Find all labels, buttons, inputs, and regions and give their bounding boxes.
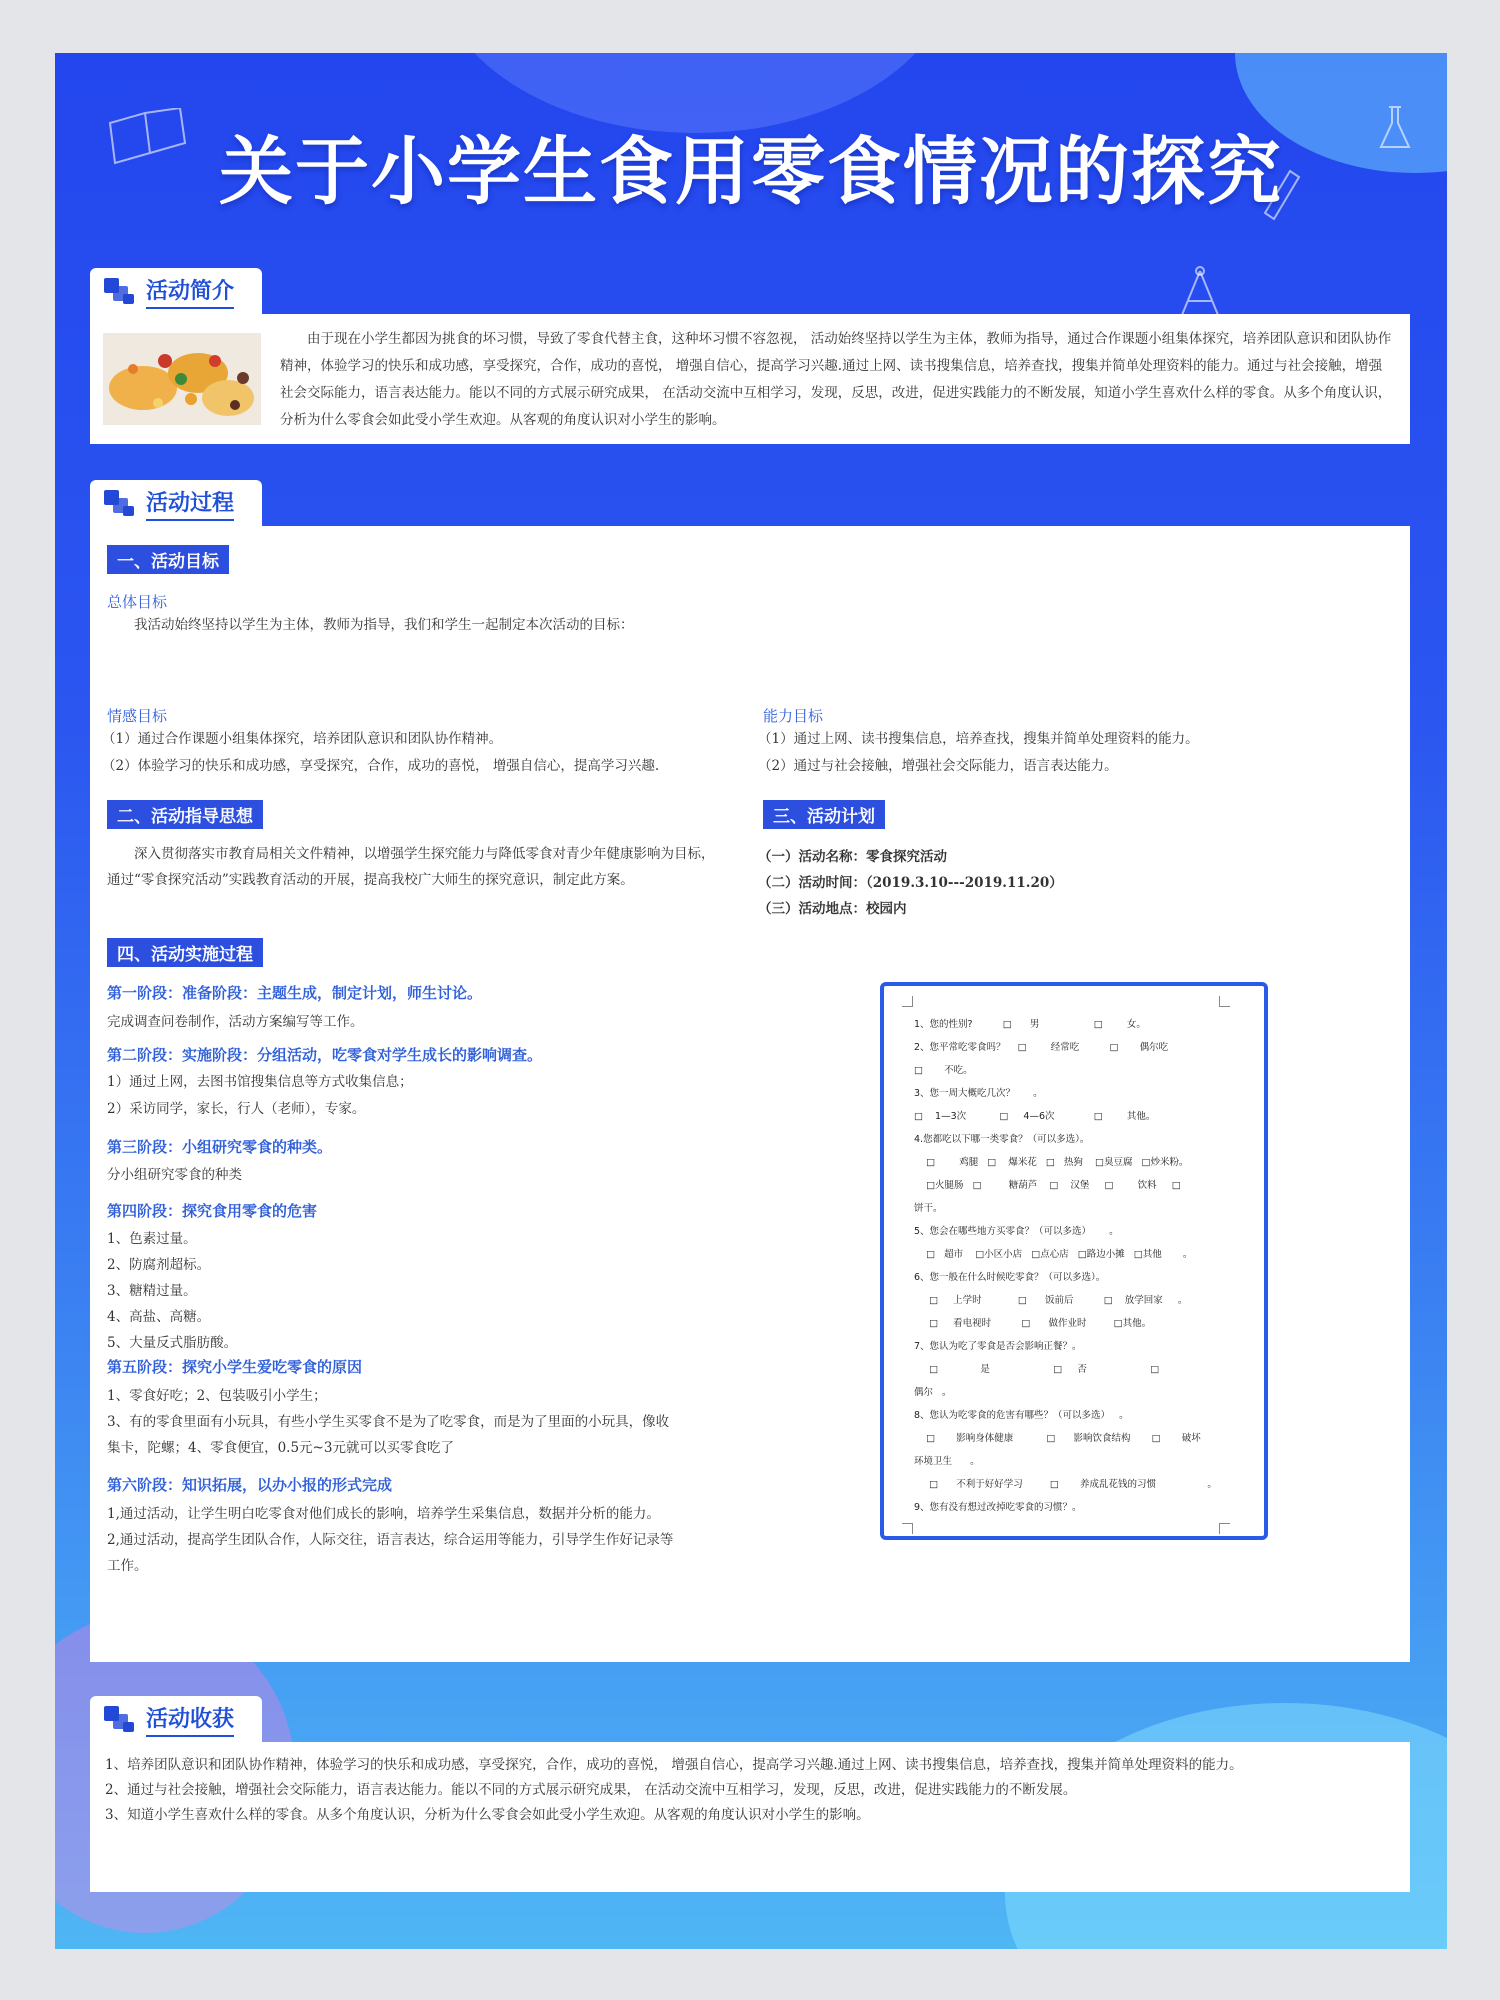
stage-4-title: 第四阶段：探究食用零食的危害 [107, 1202, 318, 1220]
stage-6-item: 2,通过活动，提高学生团队合作，人际交往，语言表达，综合运用等能力，引导学生作好记录等 [107, 1532, 674, 1548]
section-icon [104, 1704, 136, 1734]
stage-5-item: 集卡，陀螺；4、零食便宜，0.5元~3元就可以买零食吃了 [107, 1440, 454, 1456]
ability-item: （1）通过上网、读书搜集信息，培养查找，搜集并简单处理资料的能力。 [758, 731, 1199, 747]
plan-item: （三）活动地点：校园内 [758, 901, 907, 917]
stage-6-item: 1,通过活动，让学生明白吃零食对他们成长的影响，培养学生采集信息，数据并分析的能力。 [107, 1506, 660, 1522]
survey-line: 1、您的性别? □ 男 □ 女。 [914, 1019, 1146, 1030]
survey-line: 4.您都吃以下哪一类零食？（可以多选）。 [914, 1134, 1090, 1145]
overall-goal-text: 我活动始终坚持以学生为主体，教师为指导，我们和学生一起制定本次活动的目标： [134, 617, 634, 633]
stage-4-item: 3、糖精过量。 [107, 1283, 197, 1299]
stage-2-title: 第二阶段：实施阶段：分组活动，吃零食对学生成长的影响调查。 [107, 1046, 543, 1064]
survey-line: □ 鸡腿 □ 爆米花 □ 热狗 □臭豆腐 □炒米粉。 [914, 1157, 1189, 1168]
section-heading-process: 活动过程 [90, 480, 262, 526]
stage-5-item: 1、零食好吃；2、包装吸引小学生； [107, 1388, 327, 1404]
snacks-image [103, 333, 261, 425]
stage-5-item: 3、有的零食里面有小玩具，有些小学生买零食不是为了吃零食，而是为了里面的小玩具，像收 [107, 1414, 670, 1430]
survey-line: □ 1—3次 □ 4—6次 □ 其他。 [914, 1111, 1156, 1122]
stage-4-item: 1、色素过量。 [107, 1231, 197, 1247]
stage-6-item: 工作。 [107, 1558, 148, 1574]
section-icon [104, 276, 136, 306]
survey-line: □ 影响身体健康 □ 影响饮食结构 □ 破坏 [914, 1433, 1201, 1444]
harvest-item: 2、通过与社会接触，增强社会交际能力，语言表达能力。能以不同的方式展示研究成果， 在活动交流中互相学习，发现，反思，改进，促进实践能力的不断发展。 [105, 1782, 1077, 1798]
survey-line: □ 上学时 □ 饭前后 □ 放学回家 。 [914, 1295, 1188, 1306]
stage-1-item: 完成调查问卷制作，活动方案编写等工作。 [107, 1014, 364, 1030]
page-corner-mark [1219, 996, 1230, 1007]
survey-line: 3、您一周大概吃几次？ 。 [914, 1088, 1043, 1099]
page-title: 关于小学生食用零食情况的探究 [219, 129, 1283, 215]
emotion-item: （2）体验学习的快乐和成功感，享受探究，合作，成功的喜悦， 增强自信心，提高学习兴趣. [102, 758, 660, 774]
survey-line: □ 超市 □小区小店 □点心店 □路边小摊 □其他 。 [914, 1249, 1193, 1260]
stage-4-item: 5、大量反式脂肪酸。 [107, 1335, 238, 1351]
plan-tag: 三、活动计划 [763, 800, 885, 829]
survey-questionnaire [880, 982, 1268, 1540]
section-icon [104, 488, 136, 518]
section-heading-harvest: 活动收获 [90, 1696, 262, 1742]
survey-line: 饼干。 [914, 1203, 943, 1214]
stage-2-item: 1）通过上网，去图书馆搜集信息等方式收集信息； [107, 1074, 413, 1090]
goal-tag: 一、活动目标 [107, 545, 229, 574]
stage-1-title: 第一阶段：准备阶段：主题生成，制定计划，师生讨论。 [107, 984, 483, 1002]
survey-line: 6、您一般在什么时候吃零食？（可以多选）。 [914, 1272, 1106, 1283]
stage-4-item: 2、防腐剂超标。 [107, 1257, 211, 1273]
emotion-item: （1）通过合作课题小组集体探究，培养团队意识和团队协作精神。 [102, 731, 503, 747]
survey-line: 5、您会在哪些地方买零食？（可以多选） 。 [914, 1226, 1119, 1237]
stage-6-title: 第六阶段：知识拓展，以办小报的形式完成 [107, 1476, 393, 1494]
harvest-item: 3、知道小学生喜欢什么样的零食。从多个角度认识，分析为什么零食会如此受小学生欢迎。从客观的角度认识对小学生的影响。 [105, 1807, 870, 1823]
section-heading-intro: 活动简介 [90, 268, 262, 314]
page-corner-mark [1219, 1523, 1230, 1534]
overall-goal-title: 总体目标 [107, 593, 168, 611]
survey-line: □ 是 □ 否 □ [914, 1364, 1160, 1375]
ability-goal-title: 能力目标 [763, 707, 824, 725]
page-corner-mark [902, 1523, 913, 1534]
intro-card [90, 314, 1410, 444]
intro-text: 由于现在小学生都因为挑食的坏习惯，导致了零食代替主食，这种坏习惯不容忽视， 活动始终坚持以学生为主体，教师为指导，通过合作课题小组集体探究，培养团队意识和团队协作精神，体验学习的快乐和成功感，享受探究，合作，成功的喜悦， 增强自信心，提高学习兴趣.通过上网、读书搜集信息，培养查找，搜集并简单处理资料的能力。通过与社会接触，增强社会交际能力，语言表达能力。能以不同的方式展示研究成果， 在活动交流中互相学习，发现，反思，改进，促进实践能力的不断发展，知道小学生喜欢什么样的零食。从多个角度认识，分析为什么零食会如此受小学生欢迎。从客观的角度认识对小学生的影响。 [280, 331, 1392, 428]
poster [55, 53, 1447, 1949]
plan-item: （一）活动名称：零食探究活动 [758, 849, 947, 865]
guide-tag: 二、活动指导思想 [107, 800, 263, 829]
survey-line: 9、您有没有想过改掉吃零食的习惯？。 [914, 1502, 1082, 1513]
survey-line: 7、您认为吃了零食是否会影响正餐？。 [914, 1341, 1082, 1352]
stage-3-item: 分小组研究零食的种类 [107, 1167, 242, 1183]
ability-item: （2）通过与社会接触，增强社会交际能力，语言表达能力。 [758, 758, 1118, 774]
stage-3-title: 第三阶段：小组研究零食的种类。 [107, 1138, 333, 1156]
plan-item: （二）活动时间：（2019.3.10---2019.11.20） [758, 875, 1063, 891]
survey-line: 偶尔 。 [914, 1387, 952, 1398]
page-corner-mark [902, 996, 913, 1007]
survey-line: 2、您平常吃零食吗？ □ 经常吃 □ 偶尔吃 [914, 1042, 1169, 1053]
survey-line: □ 不吃。 [914, 1065, 973, 1076]
survey-line: 8、您认为吃零食的危害有哪些？（可以多选） 。 [914, 1410, 1129, 1421]
guide-text: 深入贯彻落实市教育局相关文件精神，以增强学生探究能力与降低零食对青少年健康影响为目标，通过“零食探究活动”实践教育活动的开展，提高我校广大师生的探究意识，制定此方案。 [107, 846, 715, 888]
implementation-tag: 四、活动实施过程 [107, 938, 263, 967]
emotion-goal-title: 情感目标 [107, 707, 168, 725]
stage-2-item: 2）采访同学，家长，行人（老师），专家。 [107, 1101, 366, 1117]
stage-4-item: 4、高盐、高糖。 [107, 1309, 211, 1325]
survey-line: □ 看电视时 □ 做作业时 □其他。 [914, 1318, 1152, 1329]
survey-line: □ 不利于好好学习 □ 养成乱花钱的习惯 。 [914, 1479, 1217, 1490]
survey-line: □火腿肠 □ 糖葫芦 □ 汉堡 □ 饮料 □ [914, 1180, 1181, 1191]
harvest-item: 1、培养团队意识和团队协作精神，体验学习的快乐和成功感，享受探究，合作，成功的喜悦， 增强自信心，提高学习兴趣.通过上网、读书搜集信息，培养查找，搜集并简单处理资料的能力。 [105, 1757, 1243, 1773]
stage-5-title: 第五阶段：探究小学生爱吃零食的原因 [107, 1358, 363, 1376]
survey-line: 环境卫生 。 [914, 1456, 980, 1467]
harvest-card [90, 1742, 1410, 1892]
